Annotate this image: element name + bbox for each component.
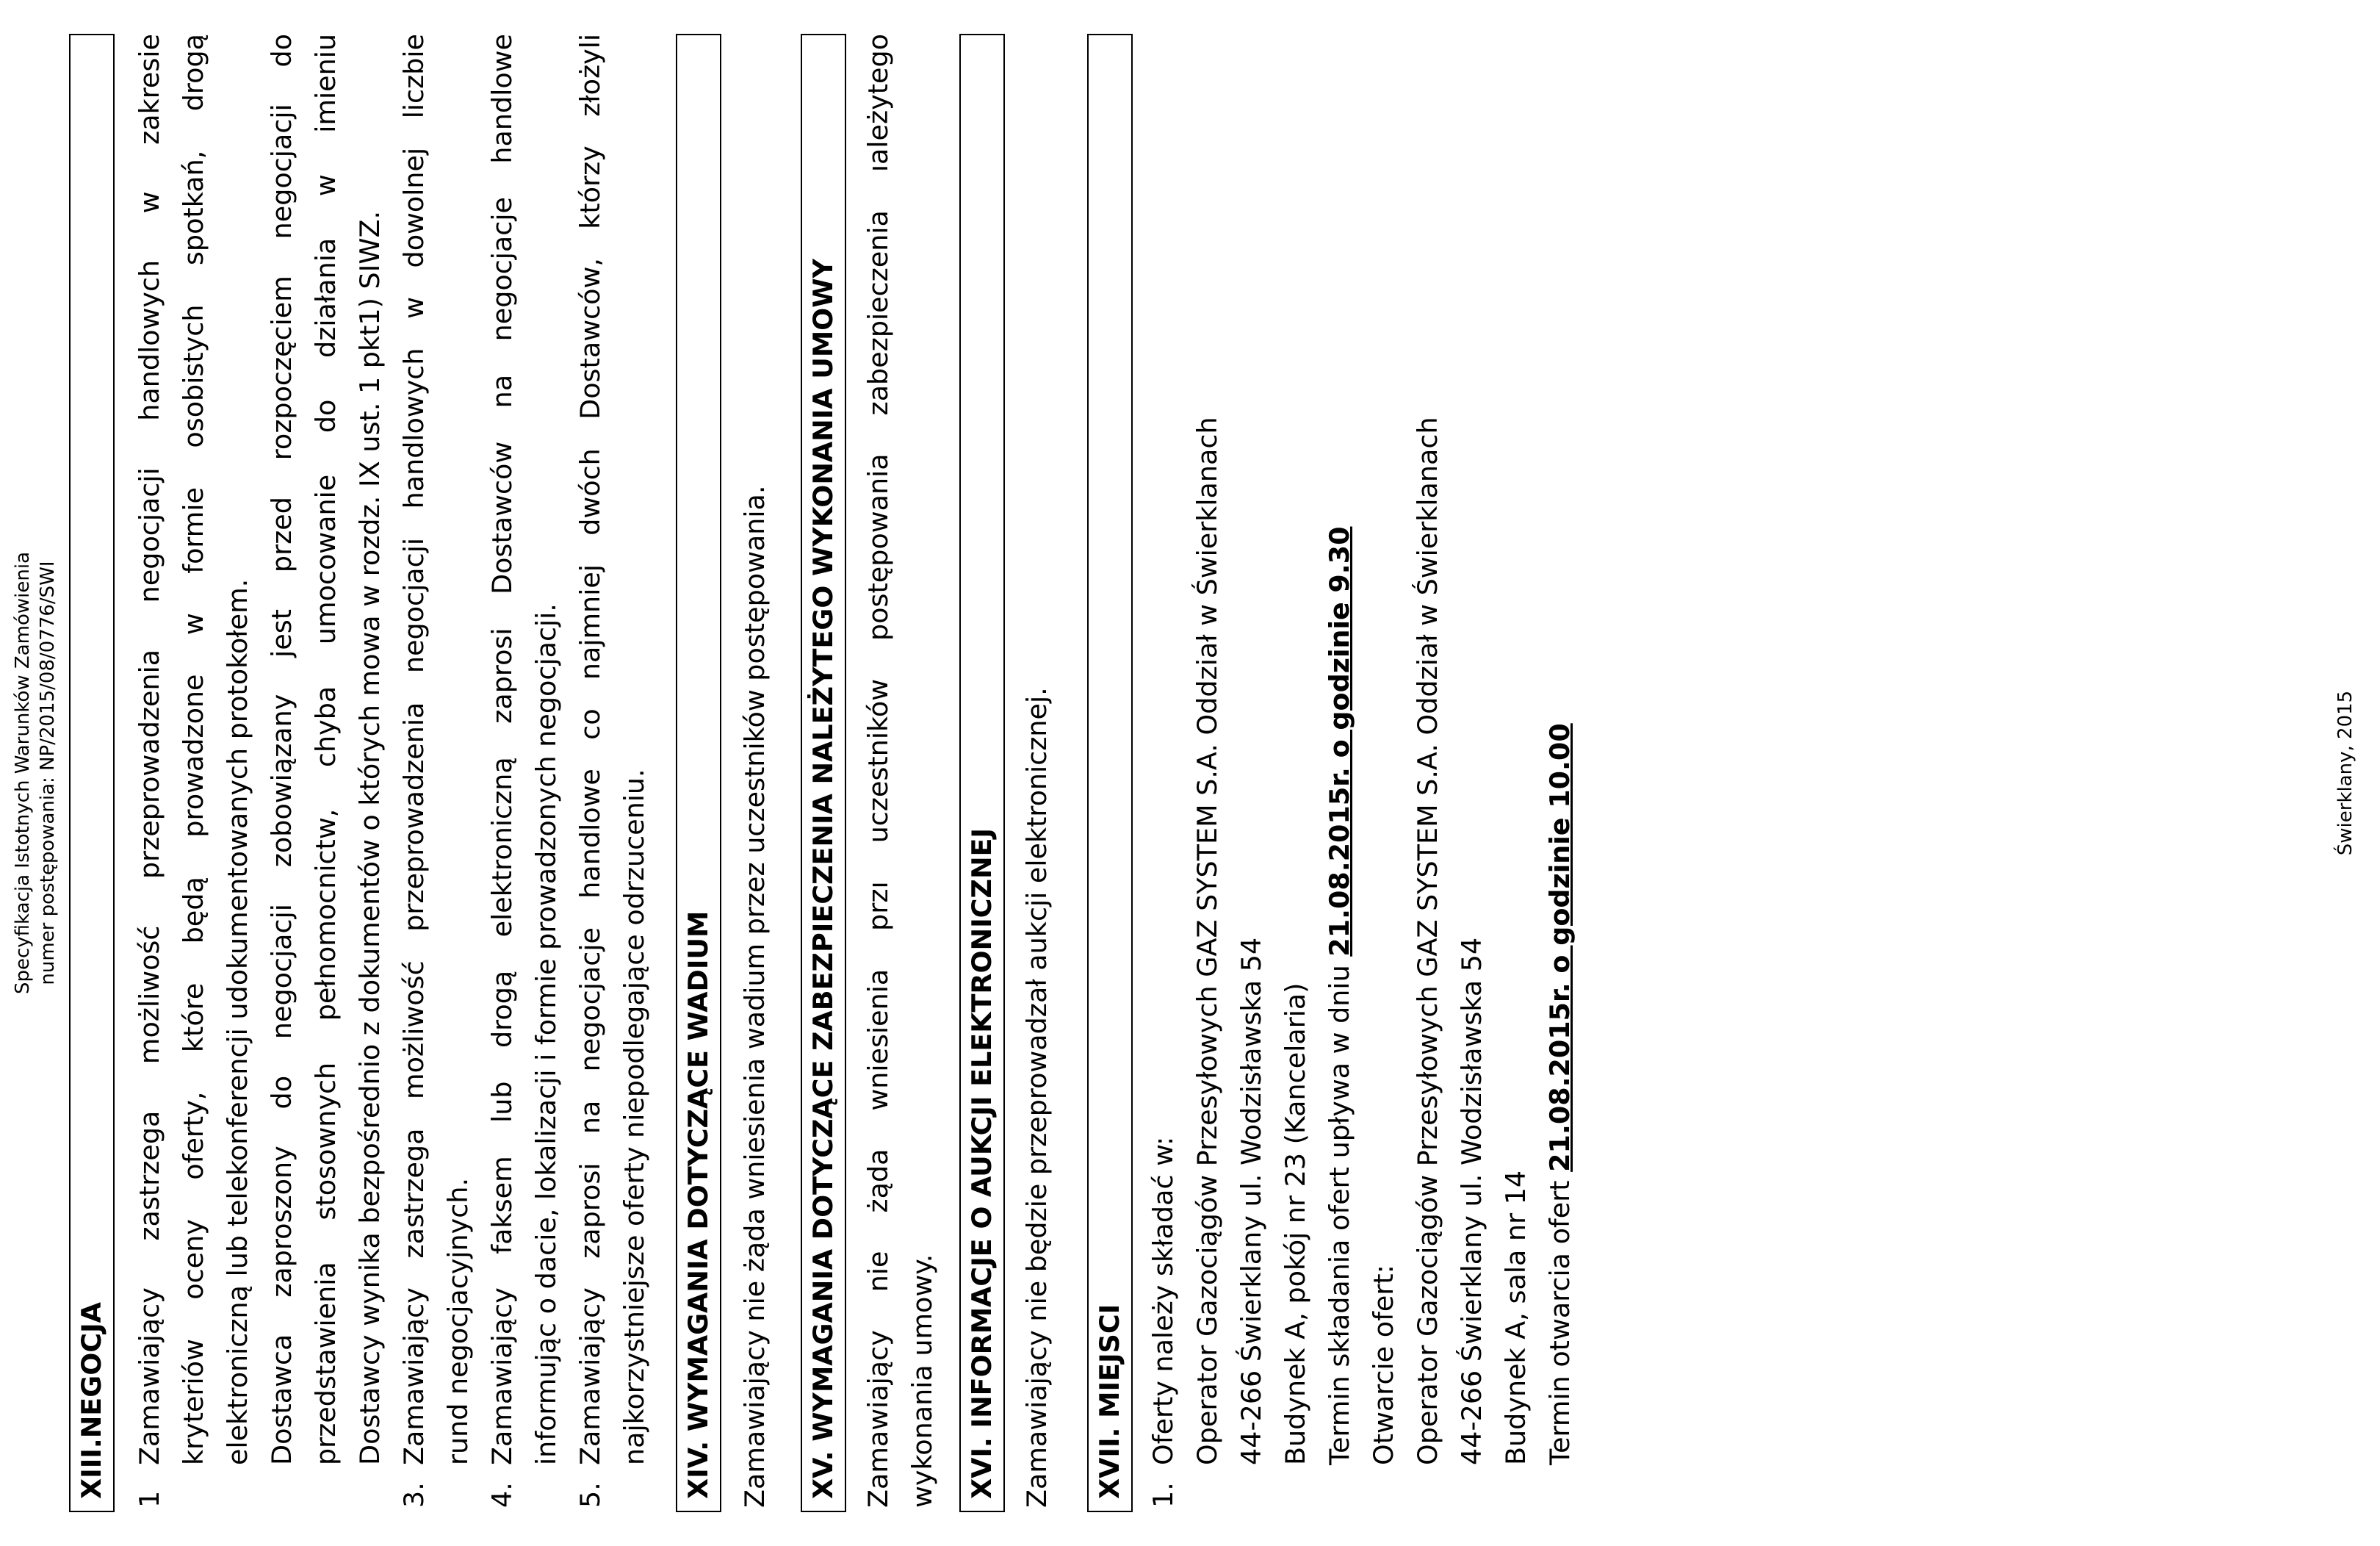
header-case-number: numer postępowania: NP/2015/08/0776/SWI [37, 561, 59, 985]
s17-submit-deadline-date: 21.08.2015r. o godzinie 9.30 [1324, 526, 1355, 957]
s16-text: Zamawiający nie będzie przeprowadzał aukcji elektronicznej. [1021, 687, 1053, 1508]
section-17-box [1087, 34, 1133, 1512]
s14-text: Zamawiający nie żąda wniesienia wadium przez uczestników postępowania. [739, 485, 771, 1508]
section-13-box [69, 34, 115, 1512]
s17-submit-deadline-label: Termin składania ofert upływa w dniu [1324, 956, 1355, 1465]
s13-item-1-line-2: kryteriów oceny oferty, które będą prowadzone w formie osobistych spotkań, drogą [178, 34, 209, 1465]
s13-item-2-line-1: Dostawca zaproszony do negocjacji zobowiązany jest przed rozpoczęciem negocjacji do [266, 34, 298, 1465]
header-title: Specyfikacja Istotnych Warunków Zamówienia [12, 552, 34, 995]
s17-submit-deadline [1322, 527, 1357, 1465]
s13-item-2-line-2: przedstawienia stosownych pełnomocnictw, chyba umocowanie do działania w imieniu [310, 34, 342, 1465]
section-14-title: XIV. WYMAGANIA DOTYCZĄCE WADIUM [682, 910, 714, 1499]
s13-item-5-number: 5. [574, 1482, 606, 1508]
s17-opening-room: Budynek A, sala nr 14 [1500, 1170, 1532, 1465]
s13-item-5-line-2: najkorzystniejsze oferty niepodlegające odrzuceniu. [619, 769, 650, 1465]
footer-place-year: Świerklany, 2015 [2334, 690, 2356, 856]
section-17-title: XVII. MIEJSCI [1094, 1304, 1125, 1499]
s13-item-3-line-1: Zamawiający zastrzega możliwość przeprowadzenia negocjacji handlowych w dowolnej liczbie [398, 34, 430, 1465]
s13-item-1-number: 1 [134, 1490, 165, 1508]
s17-opening-label: Otwarcie ofert: [1368, 1265, 1399, 1465]
s17-submit-address: 44-266 Świerklany ul. Wodzisławska 54 [1236, 937, 1267, 1465]
s17-submit-operator: Operator Gazociągów Przesyłowych GAZ SYSTEM S.A. Oddział w Świerklanach [1191, 417, 1223, 1465]
s13-item-3-line-2: rund negocjacyjnych. [442, 1177, 474, 1465]
s17-opening-operator: Operator Gazociągów Przesyłowych GAZ SYSTEM S.A. Oddział w Świerklanach [1412, 417, 1443, 1465]
s13-item-4-number: 4. [486, 1482, 518, 1508]
s13-item-5-line-1: Zamawiający zaprosi na negocjacje handlowe co najmniej dwóch Dostawców, którzy złożyli [574, 34, 606, 1465]
s17-opening-time-date: 21.08.2015r. o godzinie 10.00 [1544, 723, 1576, 1172]
s13-item-1-line-3: elektroniczną lub telekonferencji udokumentowanych protokołem. [222, 578, 253, 1465]
s15-text-line-1: Zamawiający nie żąda wniesienia przı uczestników postępowania zabezpieczenia ıależytego [862, 34, 894, 1508]
s15-text-line-2: wykonania umowy. [906, 1254, 938, 1508]
section-15-title: XV. WYMAGANIA DOTYCZĄCE ZABEZPIECZENIA NALEŻYTEGO WYKONANIA UMOWY [807, 259, 839, 1499]
s13-item-3-number: 3. [398, 1482, 430, 1508]
section-13-title: XIII.NEGOCJA [76, 1302, 107, 1499]
s13-item-2-line-3: Dostawcy wynika bezpośrednio z dokumentów o których mowa w rozdz. IX ust. 1 pkt1) SIWZ. [354, 210, 386, 1465]
s17-opening-time [1543, 723, 1578, 1465]
s17-opening-time-label: Termin otwarcia ofert [1544, 1171, 1576, 1465]
s13-item-4-line-2: informując o dacie, lokalizacji i formie prowadzonych negocjacji. [530, 603, 562, 1465]
s17-submit-room: Budynek A, pokój nr 23 (Kancelaria) [1280, 982, 1311, 1465]
s13-item-1-line-1: Zamawiający zastrzega możliwość przeprowadzenia negocjacji handlowych w zakresie [134, 34, 165, 1465]
section-16-title: XVI. INFORMACJE O AUKCJI ELEKTRONICZNEJ [966, 828, 998, 1499]
s17-item-1-number: 1. [1147, 1482, 1179, 1508]
s17-item-1-text: Oferty należy składać w: [1147, 1136, 1179, 1465]
s17-opening-address: 44-266 Świerklany ul. Wodzisławska 54 [1456, 937, 1488, 1465]
s13-item-4-line-1: Zamawiający faksem lub drogą elektroniczną zaprosi Dostawców na negocjacje handlowe [486, 34, 518, 1465]
